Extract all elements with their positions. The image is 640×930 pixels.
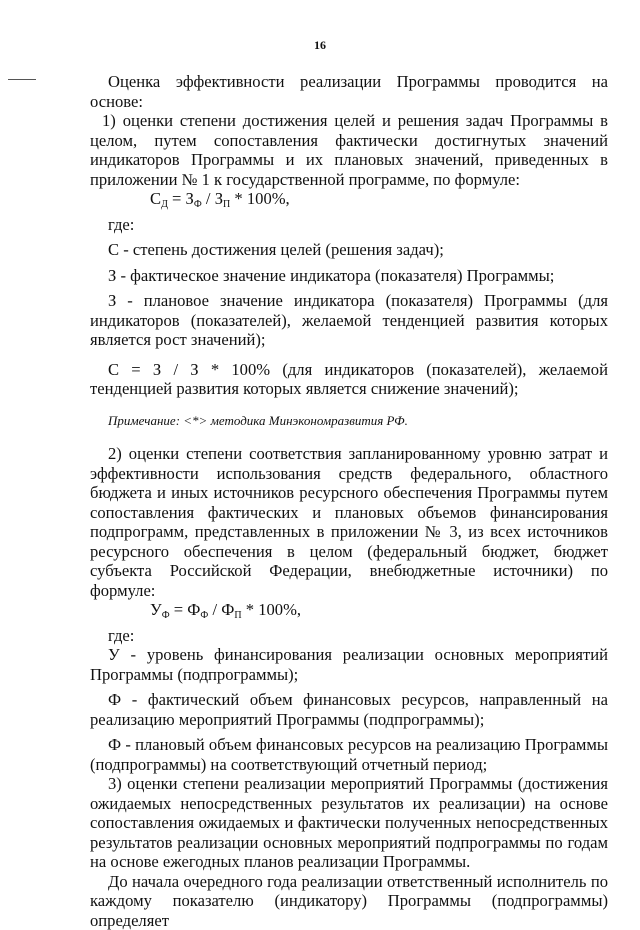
page-number: 16 xyxy=(0,38,640,53)
sub-p-2: П xyxy=(234,610,241,621)
note: Примечание: <*> методика Минэкономразвития РФ. xyxy=(90,411,608,431)
sub-f-2: Ф xyxy=(162,610,170,621)
margin-mark xyxy=(8,79,36,80)
definition-zp: З - плановое значение индикатора (показателя) Программы (для индикаторов (показателей), желаемой тенденцией развития которых является рост значений); xyxy=(90,291,608,350)
intro-paragraph: Оценка эффективности реализации Программы проводится на основе: xyxy=(90,72,608,111)
formula-sd-alt: С = З / З * 100% (для индикаторов (показателей), желаемой тенденцией развития которых является снижение значений); xyxy=(90,360,608,399)
formula-uf: $У_Ф = Ф_Ф / Ф_П * 100\%$, xyxy=(90,600,608,626)
item-1-paragraph: 1) оценки степени достижения целей и решения задач Программы в целом, путем сопоставления фактически достигнутых значений индикаторов Программы и их плановых значений, приведенных в приложении № 1 к государственной программе, по формуле: xyxy=(90,111,608,189)
definition-zf: З - фактическое значение индикатора (показателя) Программы; xyxy=(90,266,608,286)
where-label-1: где: xyxy=(90,215,608,235)
document-body xyxy=(90,72,608,930)
definition-sd: С - степень достижения целей (решения задач); xyxy=(90,240,608,260)
definition-ff: Ф - фактический объем финансовых ресурсов, направленный на реализацию мероприятий Программы (подпрограммы); xyxy=(90,690,608,729)
sub-d: Д xyxy=(161,199,168,210)
formula-sd: $С_Д = З_Ф / З_П * 100\%$, xyxy=(90,189,608,215)
sub-f: Ф xyxy=(194,199,202,210)
final-paragraph: До начала очередного года реализации ответственный исполнитель по каждому показателю (индикатору) Программы (подпрограммы) определяет xyxy=(90,872,608,930)
sub-p: П xyxy=(223,199,230,210)
sub-f-3: Ф xyxy=(200,610,208,621)
item-2-paragraph: 2) оценки степени соответствия запланированному уровню затрат и эффективности использования средств федерального, областного бюджета и иных источников ресурсного обеспечения Программы путем сопоставления фактических и плановых объемов финансирования подпрограмм, представленных в приложении № 3, из всех источников ресурсного обеспечения в целом (федеральный бюджет, бюджет субъекта Российской Федерации, внебюджетные источники) по формуле: xyxy=(90,444,608,600)
where-label-2: где: xyxy=(90,626,608,646)
item-3-paragraph: 3) оценки степени реализации мероприятий Программы (достижения ожидаемых непосредственных результатов их реализации) на основе сопоставления ожидаемых и фактически полученных непосредственных результатов реализации основных мероприятий подпрограммы по годам на основе ежегодных планов реализации Программы. xyxy=(90,774,608,872)
definition-uf: У - уровень финансирования реализации основных мероприятий Программы (подпрограммы); xyxy=(90,645,608,684)
definition-fp: Ф - плановый объем финансовых ресурсов на реализацию Программы (подпрограммы) на соответствующий отчетный период; xyxy=(90,735,608,774)
